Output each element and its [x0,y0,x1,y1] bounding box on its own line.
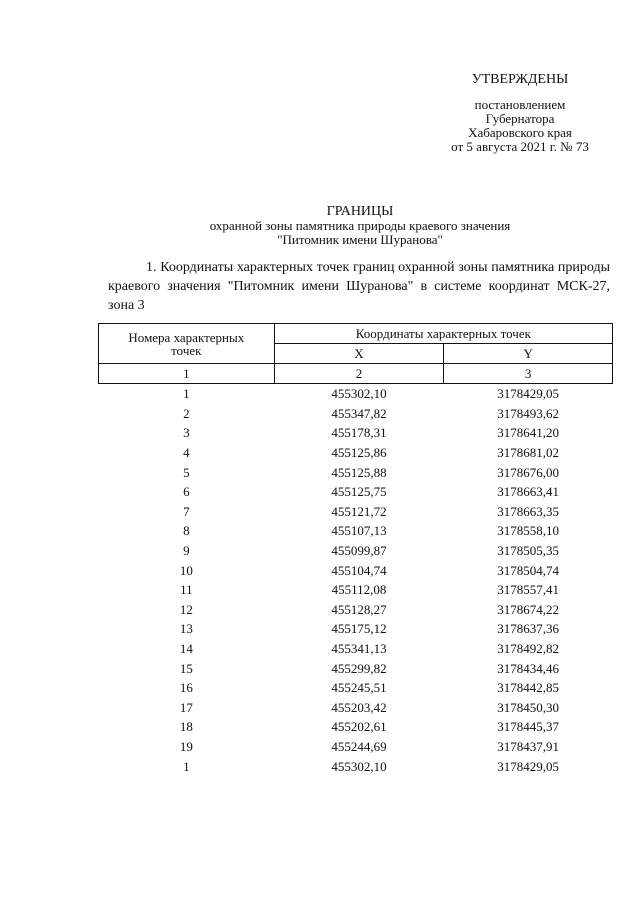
y-coordinate-cell: 3178557,41 [497,582,560,598]
document-title [100,204,620,247]
table-row [99,639,613,659]
x-coordinate-cell: 455112,08 [331,582,387,598]
x-coordinate-cell: 455245,51 [331,680,387,696]
point-number-cell: 15 [179,660,193,676]
y-coordinate-cell: 3178676,00 [497,464,560,480]
table-row [99,658,613,678]
point-number-cell: 14 [179,641,193,657]
point-number-cell: 1 [183,386,190,402]
title-line-3: "Питомник имени Шуранова" [277,232,443,247]
table-row [99,541,613,561]
approval-date-line: от 5 августа 2021 г. № 73 [451,139,589,154]
x-coordinate-cell: 455347,82 [331,405,387,421]
y-coordinate-cell: 3178492,82 [497,641,560,657]
x-coordinate-cell: 455125,88 [331,464,387,480]
point-number-cell: 7 [183,503,190,519]
approval-line: Губернатора [485,111,555,126]
x-coordinate-cell: 455175,12 [331,621,387,637]
x-coordinate-cell: 455203,42 [331,699,387,715]
column-number: 2 [274,364,444,384]
point-number-cell: 13 [179,621,193,637]
column-number: 3 [444,364,613,384]
point-number-cell: 16 [179,680,193,696]
x-coordinate-cell: 455104,74 [331,562,387,578]
header-coordinates: Координаты характерных точек [274,324,612,344]
approval-heading: УТВЕРЖДЕНЫ [471,72,569,87]
table-row [99,521,613,541]
approval-block [420,72,620,154]
header-y: Y [444,344,613,364]
x-coordinate-cell: 455121,72 [331,503,387,519]
point-number-cell: 18 [179,719,193,735]
section-paragraph: 1. Координаты характерных точек границ охранной зоны памятника природы краевого значения "Питомник имени Шуранова" в системе координат МСК-27, зона 3 [108,260,610,313]
point-number-cell: 11 [180,582,193,598]
y-coordinate-cell: 3178442,85 [497,680,560,696]
x-coordinate-cell: 455107,13 [331,523,387,539]
point-number-cell: 5 [183,464,190,480]
table-row [99,678,613,698]
table-row [99,384,613,404]
coordinates-table [98,323,613,776]
y-coordinate-cell: 3178637,36 [497,621,560,637]
header-point-numbers-line1: Номера характерных [128,329,245,345]
table-row [99,560,613,580]
table-row [99,462,613,482]
y-coordinate-cell: 3178445,37 [497,719,560,735]
table-row [99,717,613,737]
y-coordinate-cell: 3178663,35 [497,503,560,519]
point-number-cell: 19 [179,738,193,754]
title-line-1: ГРАНИЦЫ [326,204,394,219]
y-coordinate-cell: 3178437,91 [497,738,560,754]
point-number-cell: 12 [179,601,193,617]
point-number-cell: 4 [183,445,190,461]
table-body [99,384,613,776]
point-number-cell: 6 [183,484,190,500]
x-coordinate-cell: 455125,75 [331,484,387,500]
approval-line: постановлением [474,97,566,112]
x-coordinate-cell: 455341,13 [331,641,387,657]
x-coordinate-cell: 455302,10 [331,386,387,402]
table-row [99,443,613,463]
x-coordinate-cell: 455099,87 [331,543,387,559]
table-row [99,482,613,502]
table-row [99,600,613,620]
title-line-2: охранной зоны памятника природы краевого значения [209,218,511,233]
point-number-cell: 9 [183,543,190,559]
table-row [99,737,613,757]
header-x: X [274,344,444,364]
table-row [99,502,613,522]
y-coordinate-cell: 3178558,10 [497,523,560,539]
x-coordinate-cell: 455244,69 [331,738,387,754]
x-coordinate-cell: 455202,61 [331,719,387,735]
y-coordinate-cell: 3178663,41 [497,484,560,500]
y-coordinate-cell: 3178674,22 [497,601,560,617]
y-coordinate-cell: 3178505,35 [497,543,560,559]
point-number-cell: 3 [183,425,190,441]
y-coordinate-cell: 3178504,74 [497,562,560,578]
column-number: 1 [99,364,275,384]
y-coordinate-cell: 3178450,30 [497,699,560,715]
x-coordinate-cell: 455302,10 [331,758,387,774]
table-row [99,698,613,718]
x-coordinate-cell: 455299,82 [331,660,387,676]
table-row [99,404,613,424]
x-coordinate-cell: 455128,27 [331,601,387,617]
y-coordinate-cell: 3178641,20 [497,425,560,441]
x-coordinate-cell: 455125,86 [331,445,387,461]
header-point-numbers [99,324,275,364]
y-coordinate-cell: 3178681,02 [497,445,560,461]
point-number-cell: 10 [179,562,193,578]
approval-line: Хабаровского края [468,125,572,140]
table-row [99,619,613,639]
header-point-numbers-line2: точек [171,342,202,358]
point-number-cell: 17 [179,699,193,715]
y-coordinate-cell: 3178429,05 [497,758,560,774]
y-coordinate-cell: 3178493,62 [497,405,560,421]
y-coordinate-cell: 3178434,46 [497,660,560,676]
y-coordinate-cell: 3178429,05 [497,386,560,402]
point-number-cell: 1 [183,758,190,774]
x-coordinate-cell: 455178,31 [331,425,387,441]
table-row [99,756,613,776]
point-number-cell: 8 [183,523,190,539]
point-number-cell: 2 [183,405,190,421]
table-row [99,423,613,443]
table-row [99,580,613,600]
